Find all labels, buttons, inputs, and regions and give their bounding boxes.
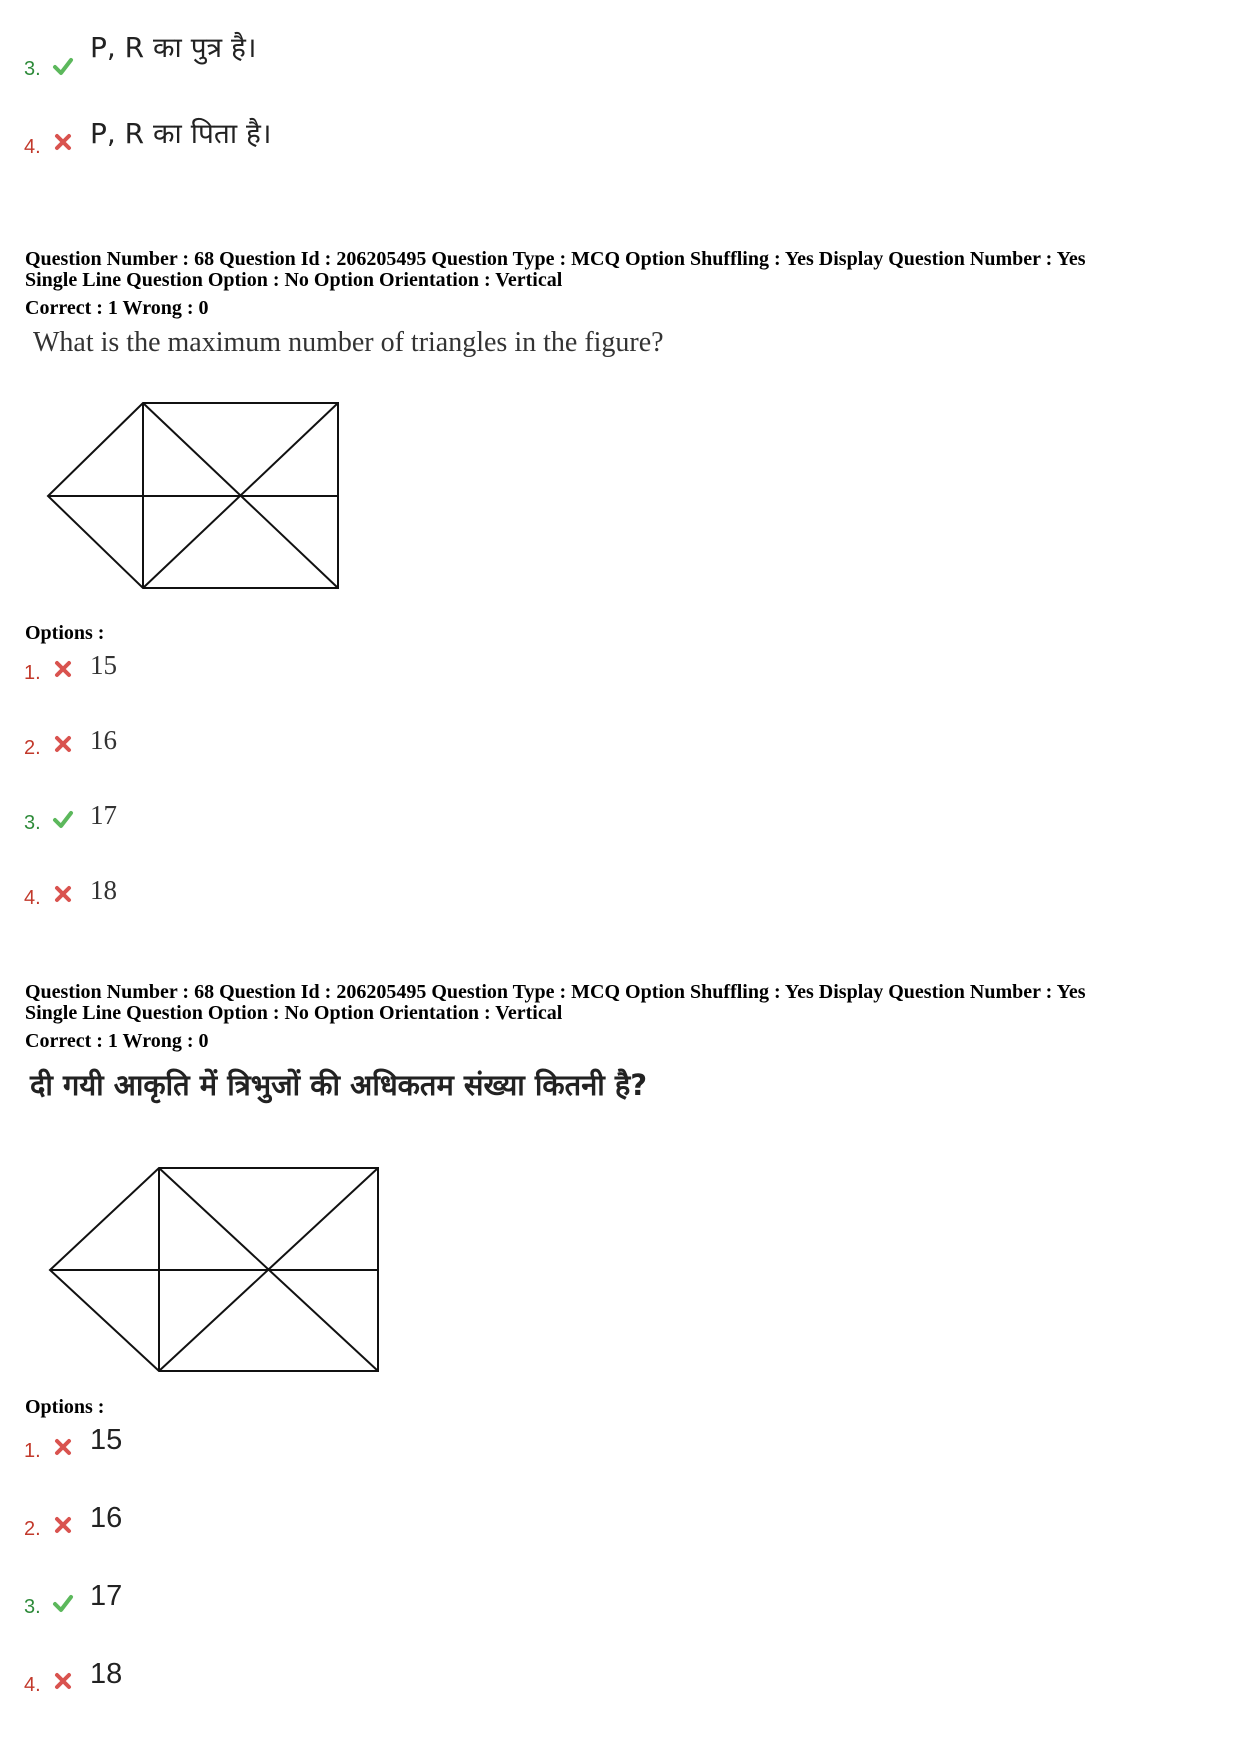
option-text: 17: [90, 1580, 123, 1612]
cross-icon: [52, 733, 74, 755]
option-text: 15: [90, 650, 117, 680]
option-number: 1.: [24, 662, 41, 684]
question-meta-marks: Correct : 1 Wrong : 0: [25, 297, 209, 319]
question-meta-line2: Single Line Question Option : No Option Orientation : Vertical: [25, 269, 563, 291]
question-meta-marks: Correct : 1 Wrong : 0: [25, 1030, 209, 1052]
option-text: 16: [90, 1502, 123, 1534]
question-text: दी गयी आकृति में त्रिभुजों की अधिकतम संख्या कितनी है?: [30, 1068, 648, 1102]
option-text: 18: [90, 1658, 123, 1690]
option-text: P, R का पुत्र है।: [90, 31, 257, 64]
option-text: P, R का पिता है।: [90, 117, 272, 150]
option-number: 3.: [24, 58, 41, 80]
option-number: 2.: [24, 737, 41, 759]
options-label: Options :: [25, 1396, 105, 1418]
cross-icon: [52, 658, 74, 680]
question-meta-line1: Question Number : 68 Question Id : 206205495 Question Type : MCQ Option Shuffling : Yes Display Question Number : Yes: [25, 248, 1086, 270]
check-icon: [52, 55, 74, 77]
option-number: 4.: [24, 887, 41, 909]
triangle-figure: [40, 398, 345, 596]
cross-icon: [52, 883, 74, 905]
option-number: 4.: [24, 136, 41, 158]
option-number: 4.: [24, 1674, 41, 1696]
question-meta-line2: Single Line Question Option : No Option Orientation : Vertical: [25, 1002, 563, 1024]
option-number: 2.: [24, 1518, 41, 1540]
option-number: 1.: [24, 1440, 41, 1462]
check-icon: [52, 808, 74, 830]
cross-icon: [52, 131, 74, 153]
question-meta-line1: Question Number : 68 Question Id : 206205495 Question Type : MCQ Option Shuffling : Yes Display Question Number : Yes: [25, 981, 1086, 1003]
cross-icon: [52, 1514, 74, 1536]
option-text: 17: [90, 800, 117, 830]
check-icon: [52, 1592, 74, 1614]
option-text: 16: [90, 725, 117, 755]
triangle-figure: [44, 1163, 384, 1379]
option-text: 15: [90, 1424, 123, 1456]
option-text: 18: [90, 875, 117, 905]
option-number: 3.: [24, 812, 41, 834]
cross-icon: [52, 1436, 74, 1458]
option-number: 3.: [24, 1596, 41, 1618]
options-label: Options :: [25, 622, 105, 644]
cross-icon: [52, 1670, 74, 1692]
question-text: What is the maximum number of triangles in the figure?: [33, 327, 664, 358]
